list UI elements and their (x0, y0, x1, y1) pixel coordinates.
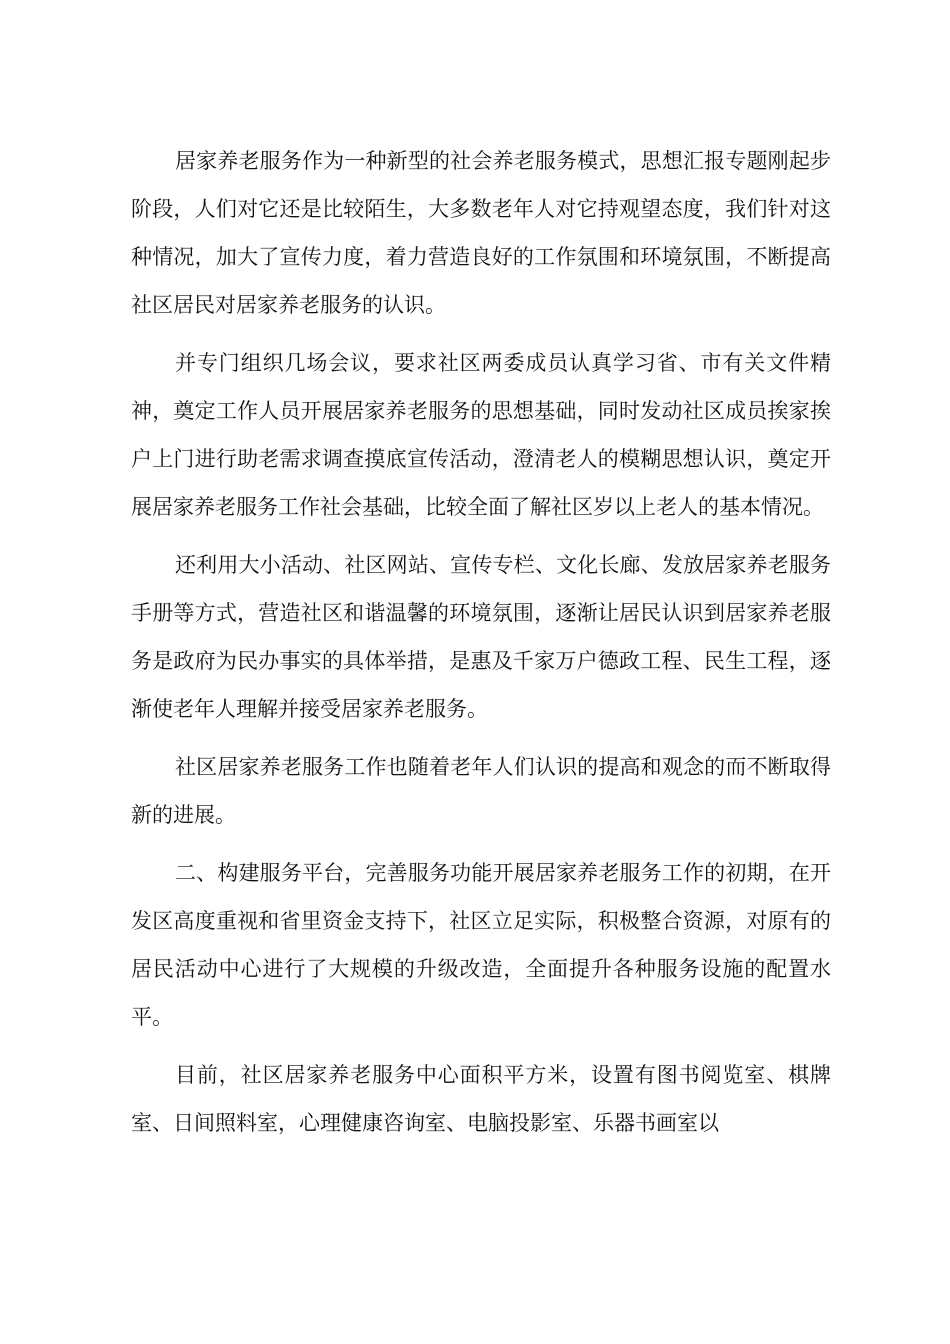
paragraph-3: 还利用大小活动、社区网站、宣传专栏、文化长廊、发放居家养老服务手册等方式，营造社区和谐温馨的环境氛围，逐渐让居民认识到居家养老服务是政府为民办事实的具体举措，是惠及千家万户德政工程、民生工程，逐渐使老年人理解并接受居家养老服务。 (131, 553, 831, 721)
paragraph-4: 社区居家养老服务工作也随着老年人们认识的提高和观念的而不断取得新的进展。 (131, 755, 831, 827)
paragraph-2: 并专门组织几场会议，要求社区两委成员认真学习省、市有关文件精神，奠定工作人员开展居家养老服务的思想基础，同时发动社区成员挨家挨户上门进行助老需求调查摸底宣传活动，澄清老人的模糊思想认识，奠定开展居家养老服务工作社会基础，比较全面了解社区岁以上老人的基本情况。 (131, 351, 831, 519)
paragraph-6: 目前，社区居家养老服务中心面积平方米，设置有图书阅览室、棋牌室、日间照料室，心理健康咨询室、电脑投影室、乐器书画室以 (131, 1063, 831, 1135)
document-body (131, 137, 831, 1157)
paragraph-1: 居家养老服务作为一种新型的社会养老服务模式，思想汇报专题刚起步阶段，人们对它还是比较陌生，大多数老年人对它持观望态度，我们针对这种情况，加大了宣传力度，着力营造良好的工作氛围和环境氛围，不断提高社区居民对居家养老服务的认识。 (131, 149, 831, 317)
paragraph-5: 二、构建服务平台，完善服务功能开展居家养老服务工作的初期，在开发区高度重视和省里资金支持下，社区立足实际，积极整合资源，对原有的居民活动中心进行了大规模的升级改造，全面提升各种服务设施的配置水平。 (131, 861, 831, 1029)
